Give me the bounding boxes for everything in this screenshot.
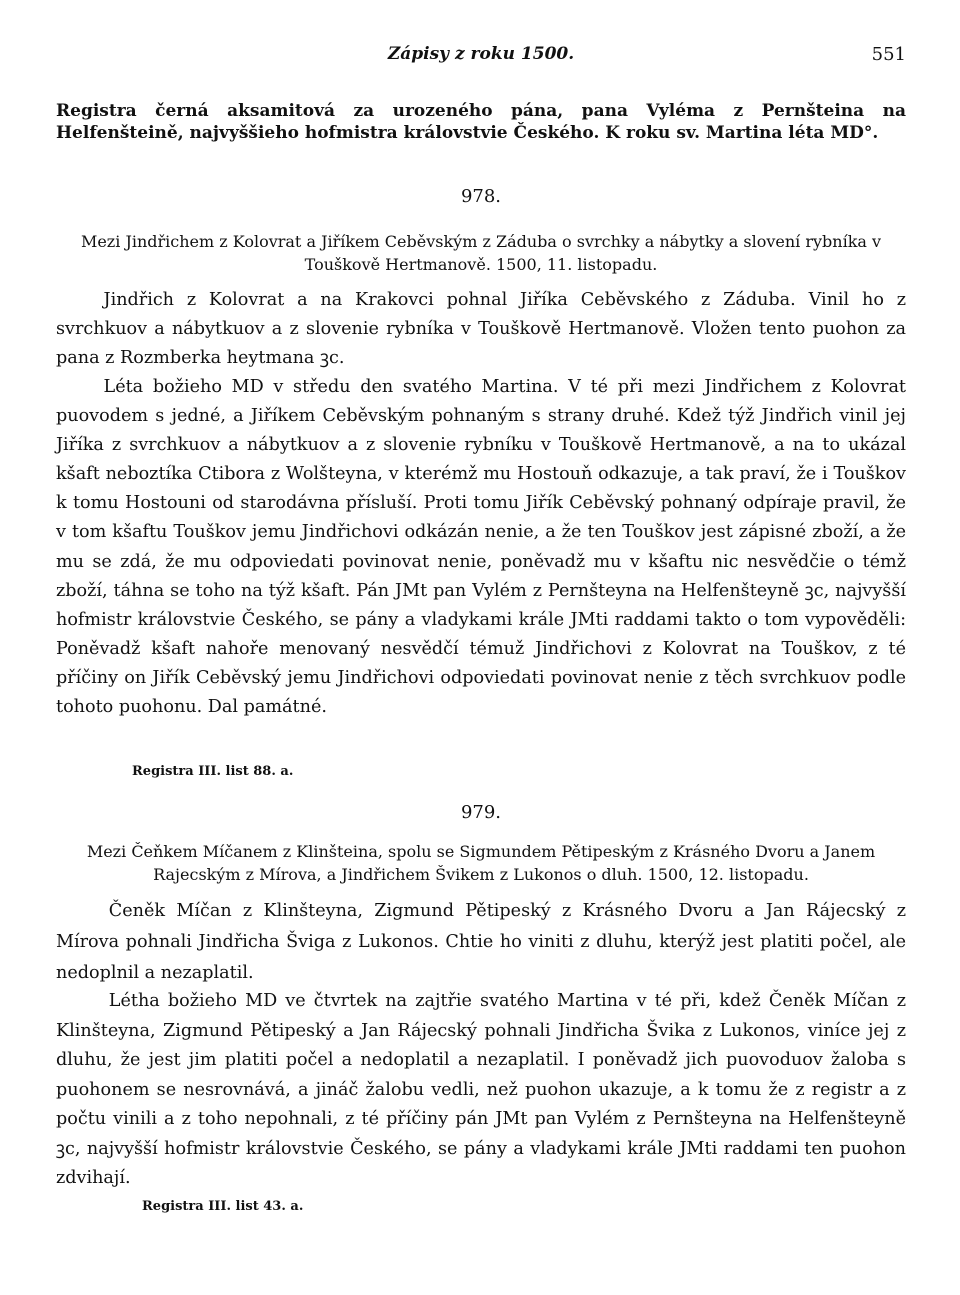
section-header: Registra černá aksamitová za urozeného pána, pana Vyléma z Pernšteina na Helfenšteině, najvyššieho hofmistra královstvie Českého. K roku sv. Martina léta MD°. bbox=[56, 101, 906, 143]
entry-paragraph: Čeněk Míčan z Klinšteyna, Zigmund Pětipeský z Krásného Dvoru a Jan Rájecský z Mírova pohnali Jindřicha Šviga z Lukonos. Chtie ho viniti z dluhu, kterýž jest platiti počel, ale nedoplnil a nezaplatil. bbox=[56, 901, 906, 983]
entry-summary: Mezi Čeňkem Míčanem z Klinšteina, spolu se Sigmundem Pětipeským z Krásného Dvoru a Janem Rajecským z Mírova, a Jindřichem Švikem z Lukonos o dluh. 1500, 12. listopadu. bbox=[86, 842, 876, 884]
page-number: 551 bbox=[871, 44, 906, 65]
entry-number: 979. bbox=[460, 802, 502, 823]
entry-number: 978. bbox=[460, 186, 502, 207]
entry-summary: Mezi Jindřichem z Kolovrat a Jiříkem Ceběvským z Záduba o svrchky a nábytky a slovení rybníka v Touškově Hertmanově. 1500, 11. listopadu. bbox=[80, 232, 882, 274]
source-note: Registra III. list 88. a. bbox=[132, 764, 294, 779]
running-title: Zápisy z roku 1500. bbox=[387, 44, 575, 64]
entry-paragraph: Léta božieho MD v středu den svatého Martina. V té při mezi Jindřichem z Kolovrat puovodem s jedné, a Jiříkem Ceběvským pohnaným s strany druhé. Kdež týž Jindřich vinil jej Jiříka z svrchkuov a nábytkuov a z slovenie rybníku v Touškově Hertmanově, a na to ukázal kšaft neboztíka Ctibora z Wolšteyna, v kterémž mu Hostouň odkazuje, a tak praví, že i Touškov k tomu Hostouni od starodávna přísluší. Proti tomu Jiřík Ceběvský pohnaný odpíraje pravil, že v tom kšaftu Touškov jemu Jindřichovi odkázán nenie, a že ten Touškov jest zápisné zboží, a že mu se zdá, že mu odpoviedati povinovat nenie, poněvadž mu v kšaftu nic nesvědčie o témž zboží, táhna se toho na týž kšaft. Pán JMt pan Vylém z Pernšteyna na Helfenšteyně ꝫc, najvyšší hofmistr královstvie Českého, se pány a vladykami krále JMti raddami takto o tom vypověděli: Poněvadž kšaft nahoře menovaný nesvědčí témuž Jindřichovi z Kolovrat na Touškov, z té příčiny on Jiřík Ceběvský jemu Jindřichovi odpoviedati povinovat nenie z těch svrchkuov podle tohoto puohonu. Dal památné. bbox=[56, 377, 906, 718]
entry-paragraph: Létha božieho MD ve čtvrtek na zajtřie svatého Martina v té při, kdež Čeněk Míčan z Klinšteyna, Zigmund Pětipeský a Jan Rájecský pohnali Jindřicha Švika z Lukonos, viníce jej z dluhu, že jest jim platiti počel a nedoplatil a nezaplatil. I poněvadž jich puovoduov žaloba s puohonem se nesrovnává, a jináč žalobu vedli, než puohon ukazuje, a k tomu že z registr a z počtu vinili a z toho nepohnali, z té příčiny pán JMt pan Vylém z Pernšteyna na Helfenšteyně ꝫc, najvyšší hofmistr královstvie Českého, se pány a vladykami krále JMti raddami ten puohon zdvihají. bbox=[56, 991, 906, 1188]
source-note: Registra III. list 43. a. bbox=[142, 1199, 304, 1214]
running-head bbox=[56, 44, 906, 74]
entry-paragraph: Jindřich z Kolovrat a na Krakovci pohnal Jiříka Ceběvského z Záduba. Vinil ho z svrchkuov a nábytkuov a z slovenie rybníka v Touškově Hertmanově. Vložen tento puohon za pana z Rozmberka heytmana ꝫc. bbox=[56, 290, 906, 369]
